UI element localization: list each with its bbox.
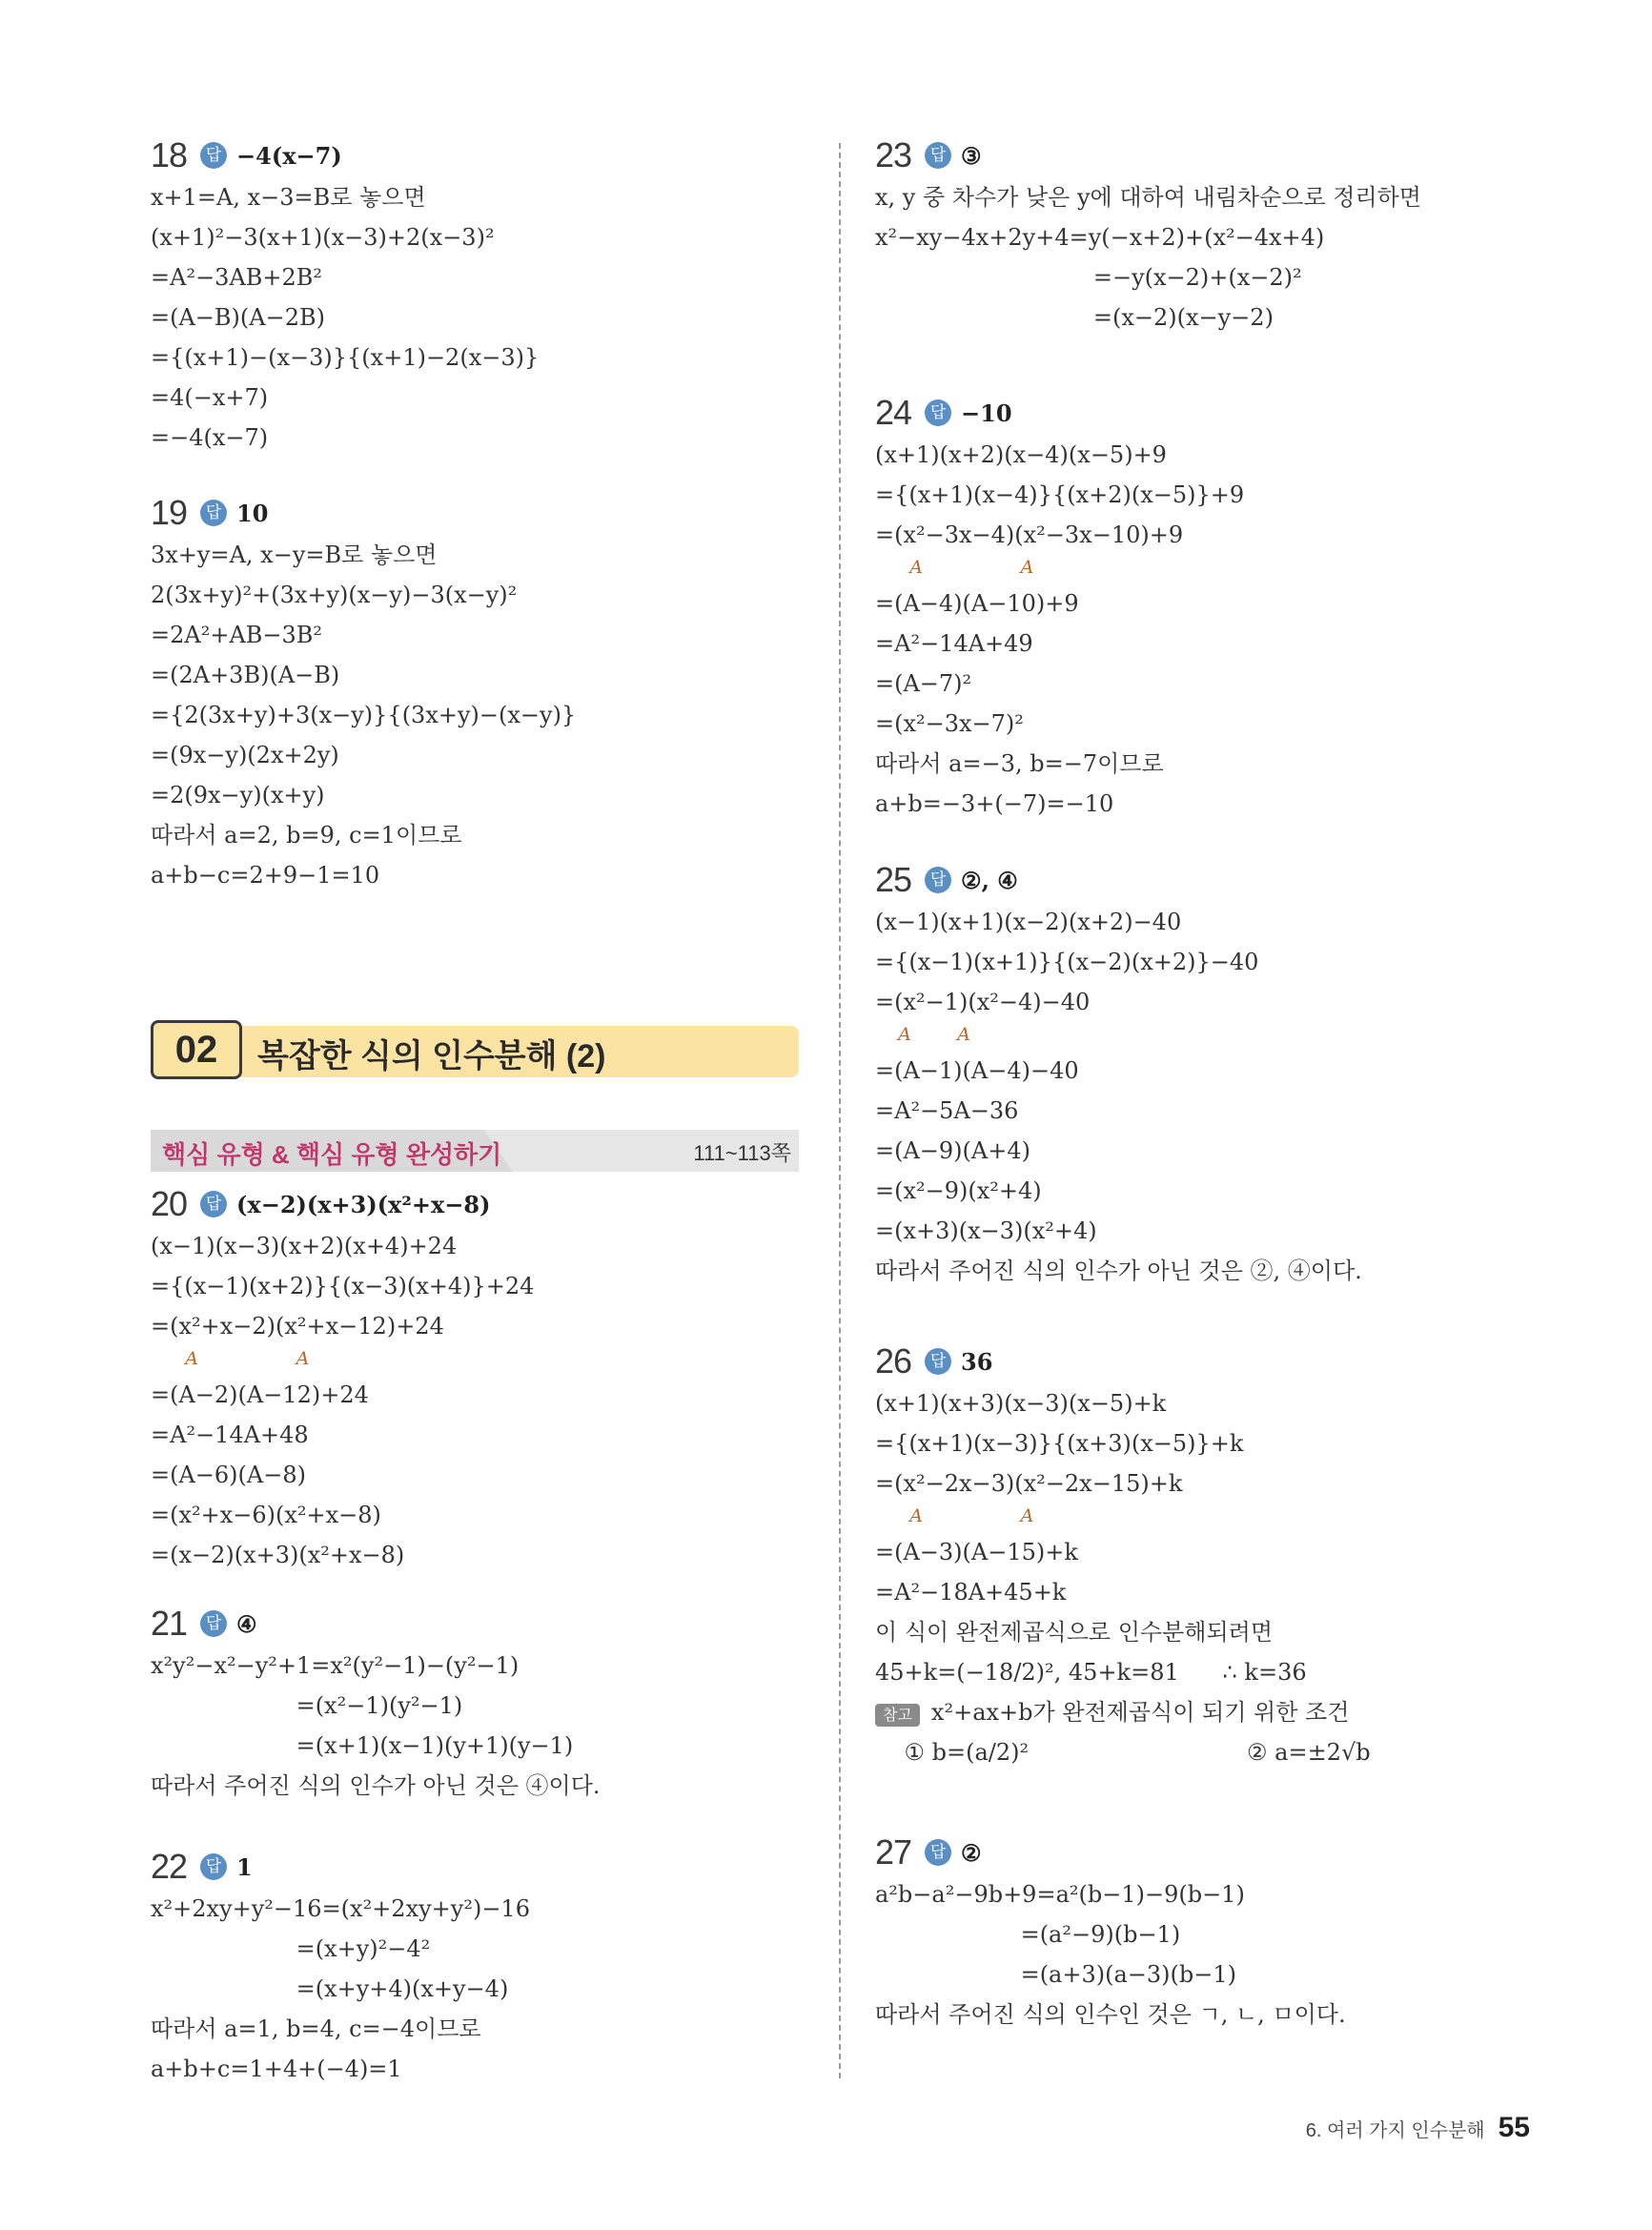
problem-22 — [151, 1845, 804, 2089]
answer-value: 10 — [236, 499, 269, 527]
solution-line: (x−1)(x+1)(x−2)(x+2)−40 — [875, 909, 1182, 935]
problem-24 — [875, 391, 1542, 824]
solution-line: =2(9x−y)(x+y) — [151, 782, 325, 808]
problem-number: 19 — [151, 493, 188, 532]
note-text: x²+ax+b가 완전제곱식이 되기 위한 조건 — [930, 1699, 1350, 1726]
solution-line: =(x+1)(x−1)(y+1)(y−1) — [151, 1732, 574, 1759]
solution-line: =2A²+AB−3B² — [151, 622, 323, 648]
solution-line: =(x²+x−6)(x²+x−8) — [151, 1502, 381, 1528]
solution-line: =(a+3)(a−3)(b−1) — [875, 1961, 1236, 1988]
problem-header — [151, 1602, 804, 1646]
answer-value: ②, ④ — [961, 866, 1018, 894]
solution-line: ={(x−1)(x+1)}{(x−2)(x+2)}−40 — [875, 949, 1259, 975]
solution-line: =(x²−3x−4)(x²−3x−10)+9 — [875, 522, 1184, 548]
section-title: 복잡한 식의 인수분해 (2) — [257, 1038, 606, 1074]
answer-badge: 답 — [200, 1191, 227, 1217]
solution-line: ={(x+1)−(x−3)}{(x+1)−2(x−3)} — [151, 344, 540, 371]
solution-line: =(A−6)(A−8) — [151, 1462, 306, 1488]
page-footer — [1306, 2112, 1530, 2144]
problem-header — [151, 1845, 804, 1889]
solution-line: x²y²−x²−y²+1=x²(y²−1)−(y²−1) — [151, 1652, 520, 1679]
problem-header — [151, 1182, 804, 1226]
substitution-label: A A — [875, 1505, 1034, 1526]
solution-line: 따라서 주어진 식의 인수가 아닌 것은 ④이다. — [151, 1772, 601, 1799]
solution-line: =A²−18A+45+k — [875, 1579, 1067, 1606]
chapter-title: 6. 여러 가지 인수분해 — [1305, 2120, 1485, 2141]
answer-value: −4(x−7) — [236, 141, 342, 170]
problem-header — [875, 1340, 1542, 1383]
solution-line: (x+1)(x+2)(x−4)(x−5)+9 — [875, 441, 1167, 468]
column-divider — [839, 143, 841, 2078]
solution-line: (x+1)(x+3)(x−3)(x−5)+k — [875, 1390, 1167, 1417]
solution-line: (x−1)(x−3)(x+2)(x+4)+24 — [151, 1233, 458, 1259]
answer-badge: 답 — [925, 867, 951, 893]
problem-header — [875, 391, 1542, 435]
problem-number: 20 — [151, 1184, 188, 1223]
solution-line: a+b−c=2+9−1=10 — [151, 862, 380, 889]
substitution-label: A A — [875, 1024, 970, 1045]
answer-badge: 답 — [200, 1853, 227, 1880]
solution-line: 따라서 a=1, b=4, c=−4이므로 — [151, 2015, 481, 2042]
problem-number: 18 — [151, 135, 188, 174]
solution-line: x, y 중 차수가 낮은 y에 대하여 내림차순으로 정리하면 — [875, 184, 1421, 211]
solution-line: =(A−7)² — [875, 670, 972, 697]
answer-value: ② — [961, 1838, 982, 1867]
answer-value: ④ — [236, 1609, 257, 1638]
subsection-banner — [151, 1130, 799, 1172]
solution-line: =A²−5A−36 — [875, 1097, 1019, 1124]
subsection-pages: 111~113쪽 — [693, 1141, 791, 1165]
solution-line: =A²−14A+49 — [875, 630, 1033, 657]
solution-line: ={(x+1)(x−4)}{(x+2)(x−5)}+9 — [875, 481, 1245, 508]
answer-badge: 답 — [925, 399, 951, 426]
answer-badge: 답 — [200, 142, 227, 169]
solution-line: =A²−3AB+2B² — [151, 264, 323, 291]
answer-badge: 답 — [200, 500, 227, 526]
answer-badge: 답 — [200, 1610, 227, 1637]
problem-header — [875, 133, 1542, 177]
section-number: 02 — [151, 1020, 242, 1079]
solution-line: =(2A+3B)(A−B) — [151, 662, 340, 688]
solution-line: =(A−4)(A−10)+9 — [875, 590, 1079, 617]
solution-line: =(x²−1)(x²−4)−40 — [875, 989, 1091, 1015]
solution-line: =A²−14A+48 — [151, 1422, 309, 1448]
problem-19 — [151, 491, 804, 895]
substitution-label: A A — [875, 557, 1034, 578]
note-badge: 참고 — [875, 1704, 920, 1727]
solution-line: =(x−2)(x+3)(x²+x−8) — [151, 1542, 405, 1568]
problem-header — [875, 1831, 1542, 1874]
problem-25 — [875, 858, 1542, 1291]
answer-value: (x−2)(x+3)(x²+x−8) — [236, 1190, 491, 1218]
solution-line: =−4(x−7) — [151, 424, 269, 451]
solution-line: =4(−x+7) — [151, 384, 269, 411]
solution-line: 따라서 a=−3, b=−7이므로 — [875, 750, 1164, 777]
page-number: 55 — [1498, 2112, 1530, 2143]
problem-26 — [875, 1340, 1542, 1772]
solution-line: =(x+3)(x−3)(x²+4) — [875, 1217, 1097, 1244]
answer-badge: 답 — [925, 1348, 951, 1375]
solution-line: a+b+c=1+4+(−4)=1 — [151, 2056, 402, 2082]
solution-line: 이 식이 완전제곱식으로 인수분해되려면 — [875, 1619, 1274, 1646]
solution-line: =(x+y)²−4² — [151, 1935, 431, 1962]
solution-line: 2(3x+y)²+(3x+y)(x−y)−3(x−y)² — [151, 582, 518, 608]
solution-line: 45+k=(−18/2)², 45+k=81 ∴ k=36 — [875, 1659, 1307, 1686]
problem-18 — [151, 133, 804, 458]
solution-line — [875, 1692, 1542, 1732]
subsection-title: 핵심 유형 & 핵심 유형 완성하기 — [162, 1140, 502, 1169]
answer-badge: 답 — [925, 1839, 951, 1866]
problem-number: 27 — [875, 1832, 912, 1872]
solution-line: =(x²−2x−3)(x²−2x−15)+k — [875, 1470, 1183, 1497]
solution-line: ={(x+1)(x−3)}{(x+3)(x−5)}+k — [875, 1430, 1244, 1457]
substitution-label: A A — [151, 1348, 310, 1369]
problem-20 — [151, 1182, 804, 1575]
answer-value: 36 — [961, 1347, 993, 1376]
solution-line: 따라서 주어진 식의 인수인 것은 ㄱ, ㄴ, ㅁ이다. — [875, 2001, 1346, 2028]
solution-line: =(9x−y)(2x+2y) — [151, 742, 339, 768]
answer-value: 1 — [236, 1852, 253, 1881]
problem-header — [151, 491, 804, 535]
solution-line: =(x−2)(x−y−2) — [875, 304, 1274, 331]
solution-line: ={2(3x+y)+3(x−y)}{(3x+y)−(x−y)} — [151, 702, 577, 728]
solution-line: =(A−1)(A−4)−40 — [875, 1057, 1079, 1084]
solution-line: ={(x−1)(x+2)}{(x−3)(x+4)}+24 — [151, 1273, 535, 1299]
problem-27 — [875, 1831, 1542, 2035]
solution-line: =(A−2)(A−12)+24 — [151, 1381, 369, 1408]
solution-line: =−y(x−2)+(x−2)² — [875, 264, 1302, 291]
solution-line: =(x²+x−2)(x²+x−12)+24 — [151, 1313, 444, 1340]
solution-line: =(x²−9)(x²+4) — [875, 1177, 1042, 1204]
solution-line: =(A−B)(A−2B) — [151, 304, 325, 331]
solution-line: x²+2xy+y²−16=(x²+2xy+y²)−16 — [151, 1895, 530, 1922]
solution-line: x+1=A, x−3=B로 놓으면 — [151, 184, 426, 211]
problem-number: 26 — [875, 1341, 912, 1381]
problem-number: 24 — [875, 393, 912, 432]
problem-header — [151, 133, 804, 177]
solution-line: 따라서 주어진 식의 인수가 아닌 것은 ②, ④이다. — [875, 1258, 1362, 1284]
answer-badge: 답 — [925, 142, 951, 169]
answer-value: ③ — [961, 141, 982, 170]
solution-line: =(a²−9)(b−1) — [875, 1921, 1181, 1948]
solution-line: (x+1)²−3(x+1)(x−3)+2(x−3)² — [151, 224, 495, 251]
problem-21 — [151, 1602, 804, 1806]
problem-23 — [875, 133, 1542, 338]
solution-line: 따라서 a=2, b=9, c=1이므로 — [151, 822, 462, 849]
solution-line: =(A−9)(A+4) — [875, 1137, 1030, 1164]
solution-line: =(x²−1)(y²−1) — [151, 1692, 463, 1719]
problem-number: 21 — [151, 1604, 188, 1643]
solution-line: 3x+y=A, x−y=B로 놓으면 — [151, 542, 438, 568]
solution-line: a²b−a²−9b+9=a²(b−1)−9(b−1) — [875, 1881, 1245, 1908]
solution-line: =(x²−3x−7)² — [875, 710, 1024, 737]
problem-number: 25 — [875, 860, 912, 899]
problem-header — [875, 858, 1542, 902]
solution-line: x²−xy−4x+2y+4=y(−x+2)+(x²−4x+4) — [875, 224, 1325, 251]
problem-number: 23 — [875, 135, 912, 174]
solution-line: =(A−3)(A−15)+k — [875, 1539, 1078, 1565]
solution-line: ① b=(a/2)² ② a=±2√b — [875, 1739, 1371, 1766]
section-banner — [151, 1020, 799, 1079]
solution-line: =(x+y+4)(x+y−4) — [151, 1975, 509, 2002]
answer-value: −10 — [961, 399, 1012, 427]
problem-number: 22 — [151, 1847, 188, 1886]
solution-line: a+b=−3+(−7)=−10 — [875, 790, 1114, 817]
